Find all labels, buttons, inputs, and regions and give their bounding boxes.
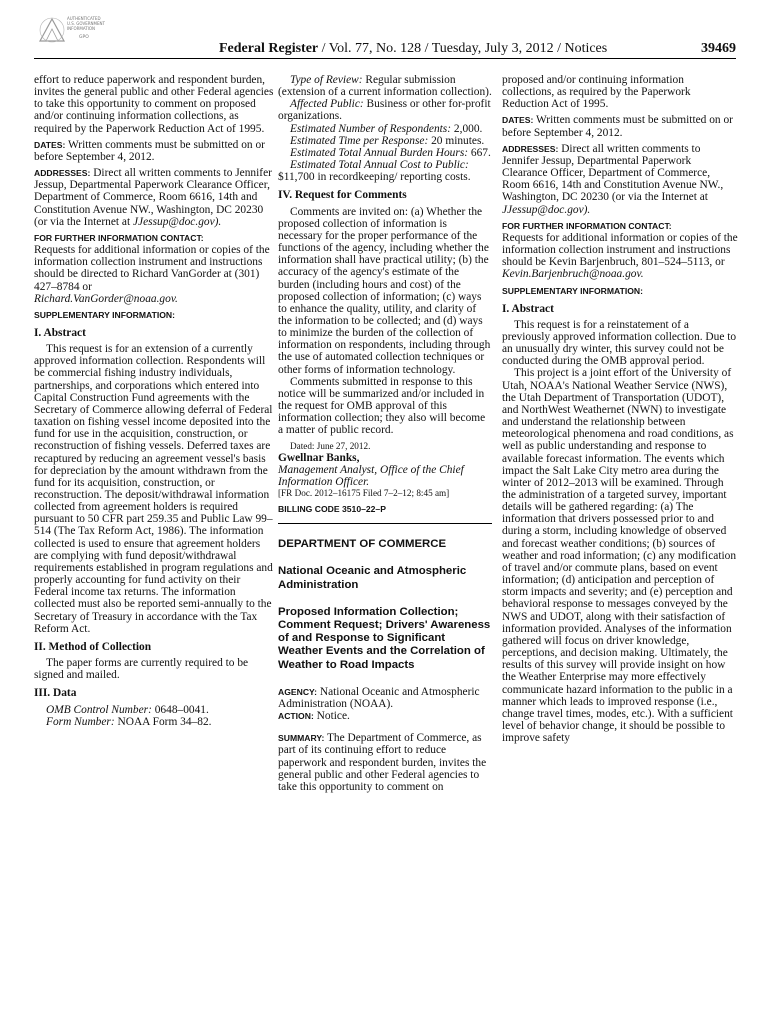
svg-text:U.S. GOVERNMENT: U.S. GOVERNMENT [67,21,105,26]
data-value: 0648–0041. [151,703,209,716]
data-value: Regular submission (extension of a current information collection). [278,74,492,99]
header-citation [219,41,607,57]
contact-label: FOR FURTHER INFORMATION CONTACT: [502,220,672,231]
email-link[interactable]: JJessup@doc.gov). [502,203,591,216]
abstract-paragraph: This request is for a reinstatement of a previously approved information collection. Due to an unusually dry winter, this survey could not be conducted during the OMB approval period. [502,318,737,368]
signer-title-text: Management Analyst, Office of the Chief Information Officer. [278,463,464,488]
contact-text: Requests for additional information or copies of the information collection instrument and instructions should be Kevin Barjenbruch, 801–524–5113, or [502,231,738,269]
section-heading: IV. Request for Comments [278,189,407,202]
data-item [278,147,492,159]
summary-label: SUMMARY: [278,733,325,744]
department-heading: DEPARTMENT OF COMMERCE [278,538,447,551]
supplementary-label: SUPPLEMENTARY INFORMATION: [502,285,643,296]
agency-paragraph [278,686,492,710]
action-text: Notice. [313,710,350,723]
data-label: Form Number: [46,715,115,728]
data-item [278,74,492,98]
dates-text: Written comments must be submitted on or before September 4, 2012. [502,114,733,139]
contact-email-link[interactable]: Kevin.Barjenbruch@noaa.gov. [502,268,644,281]
svg-text:AUTHENTICATED: AUTHENTICATED [67,16,101,21]
dates-text: Written comments must be submitted on or before September 4, 2012. [34,138,265,163]
data-label: Estimated Time per Response: [290,134,429,147]
contact-label: FOR FURTHER INFORMATION CONTACT: [34,232,204,243]
data-label: Affected Public: [290,98,364,111]
signer-name-text: Gwellnar Banks, [278,451,360,464]
data-item [278,135,492,147]
signer-title [278,464,492,488]
data-value: 667. [468,146,491,159]
column-3 [502,74,738,744]
fr-doc-line: [FR Doc. 2012–16175 Filed 7–2–12; 8:45 am] [278,488,450,498]
journal-name: Federal Register [219,41,319,56]
header-details: / Vol. 77, No. 128 / Tuesday, July 3, 2012 / Notices [318,41,608,56]
dates-paragraph [34,139,274,163]
section-heading: I. Abstract [34,326,86,339]
comments-paragraph: Comments submitted in response to this notice will be summarized and/or included in the request for OMB approval of this information collection; they also will become a matter of public record. [278,375,486,437]
data-item [34,716,274,728]
svg-text:GPO: GPO [79,35,89,40]
supplementary-label: SUPPLEMENTARY INFORMATION: [34,309,175,320]
data-label: OMB Control Number: [46,703,152,716]
column-2 [278,74,492,793]
data-value: $11,700 in recordkeeping/ reporting costs. [278,171,471,184]
divider [278,523,492,524]
abstract-paragraph: This project is a joint effort of the University of Utah, NOAA's National Weather Service (NWS), the Utah Department of Transportation (UDOT), and NorthWest Weathernet (NWN) to investigate and understand the relationship between meteorological phenomena and road conditions, as well as public understanding and response to available forecast information. The events which impact the Salt Lake City metro area during the winter of 2012–2013 will be examined. Through the administration of a targeted survey, important details will be gathered regarding: (a) The information that drivers possessed prior to and during a storm, including knowledge of observed and forecast weather conditions; (b) sources of weather and road information; (c) any modification of travel and/or commute plans, based on event information; (d) anticipation and perception of storm impacts and severity; and (e) perception and behavioral response to messages conveyed by the NWS and UDOT, along with their satisfaction of information provided. Analyses of the information gathered will focus on driver knowledge, perceptions, and decision making. Ultimately, the results of this survey will provide insight on how the Weather Enterprise may more effectively communicate hazard information to the public in a manner which leads to improved response (i.e., change travel times, modes, etc.). With a sufficient level of behavior change, it should be possible to improve safety [502,367,737,745]
data-item [34,704,274,716]
data-label: Estimated Total Annual Cost to Public: [290,159,469,172]
billing-code: BILLING CODE 3510–22–P [278,504,386,514]
addresses-paragraph [502,143,738,216]
agency-label: AGENCY: [278,686,317,697]
dates-label: DATES: [502,115,534,126]
addresses-label: ADDRESSES: [34,168,91,179]
addresses-text: Direct all written comments to Jennifer Jessup, Departmental Paperwork Clearance Officer, Department of Commerce, Room 6616, 14th and Constitution Avenue NW., Washington, DC 20230 (or via the Internet at [502,142,724,204]
section-heading: II. Method of Collection [34,640,152,653]
contact-email-link[interactable]: Richard.VanGorder@noaa.gov. [34,292,178,305]
abstract-paragraph: This request is for an extension of a currently approved information collection. Respondents will be commercial fishing industry individuals, partnerships, and corporations which entered into Capital Construction Fund agreements with the Secretary of Commerce allowing deferral of Federal taxation on fishing vessel income deposited into the fund for use in the acquisition, construction, or reconstruction of fishing vessels. Deferred taxes are recaptured by reducing an agreement vessel's basis for depreciation by the amount withdrawn from the fund for its acquisition, construction, or reconstruction. The deposit/withdrawal information collected from agreement holders is required pursuant to 50 CFR part 259.35 and Public Law 99–514 (The Tax Reform Act, 1986). The information collected is used to ensure that agreement holders are complying with fund deposit/withdrawal requirements established in program regulations and properly accounting for fund activity on their Federal income tax returns. The information collected must also be reported semi-annually to the Secretary of Treasury in accordance with the Tax Reform Act. [34,343,273,635]
method-paragraph: The paper forms are currently required to be signed and mailed. [34,657,249,682]
action-paragraph [278,710,492,722]
page-number: 39469 [701,41,736,56]
data-value: 20 minutes. [428,134,485,147]
data-label: Estimated Number of Respondents: [290,122,452,135]
addresses-text: Direct all written comments to Jennifer Jessup, Departmental Paperwork Clearance Officer, Department of Commerce, Room 6616, 14th and Constitution Avenue NW., Washington, DC 20230 (or via the Internet at [34,167,272,228]
dates-paragraph [502,114,738,138]
data-value: NOAA Form 34–82. [114,715,212,728]
paragraph: proposed and/or continuing information collections, as required by the Paperwork Reduction Act of 1995. [502,74,691,111]
addresses-paragraph [34,167,274,228]
notice-title: Proposed Information Collection; Comment Request; Drivers' Awareness of and Response to Significant Weather Events and the Correlation of Weather to Road Impacts [278,605,491,671]
addresses-label: ADDRESSES: [502,143,559,154]
agency-text: National Oceanic and Atmospheric Administration (NOAA). [278,685,480,710]
contact-email [502,268,738,280]
data-item [278,123,492,135]
data-item [278,98,492,122]
data-value: Business or other for-profit organizations. [278,98,491,123]
dated-line: Dated: June 27, 2012. [290,440,371,451]
data-label: Type of Review: [290,74,363,86]
action-label: ACTION: [278,711,314,722]
paragraph: effort to reduce paperwork and respondent burden, invites the general public and other Federal agencies to take this opportunity to comment on proposed and/or continuing information collections, as required by the Paperwork Reduction Act of 1995. [34,74,274,135]
summary-text: The Department of Commerce, as part of its continuing effort to reduce paperwork and respondent burden, invites the general public and other Federal agencies to take this opportunity to comment on [278,732,487,793]
comments-paragraph: Comments are invited on: (a) Whether the proposed collection of information is necessary for the proper performance of the functions of the agency, including whether the information shall have practical utility; (b) the accuracy of the agency's estimate of the burden (including hours and cost) of the proposed collection of information; (c) ways to enhance the quality, utility, and clarity of the information to be collected; and (d) ways to minimize the burden of the collection of information on respondents, including through the use of automated collection techniques or other forms of information technology. [278,205,491,376]
data-label: Estimated Total Annual Burden Hours: [290,146,469,159]
contact-text: Requests for additional information or copies of the information collection instrument and instructions should be directed to Richard VanGorder at (301) 427–8784 or [34,244,270,293]
column-1 [34,74,274,728]
svg-text:INFORMATION: INFORMATION [67,26,96,31]
agency-heading: National Oceanic and Atmospheric Administration [278,565,467,591]
summary-paragraph [278,732,492,793]
page-header [34,40,736,59]
section-heading: I. Abstract [502,302,554,315]
dates-label: DATES: [34,139,66,150]
contact-email [34,293,274,305]
data-value: 2,000. [451,122,483,135]
data-item [278,159,492,183]
section-heading: III. Data [34,687,77,700]
signer-name [278,452,492,464]
email-link[interactable]: JJessup@doc.gov). [133,215,222,228]
